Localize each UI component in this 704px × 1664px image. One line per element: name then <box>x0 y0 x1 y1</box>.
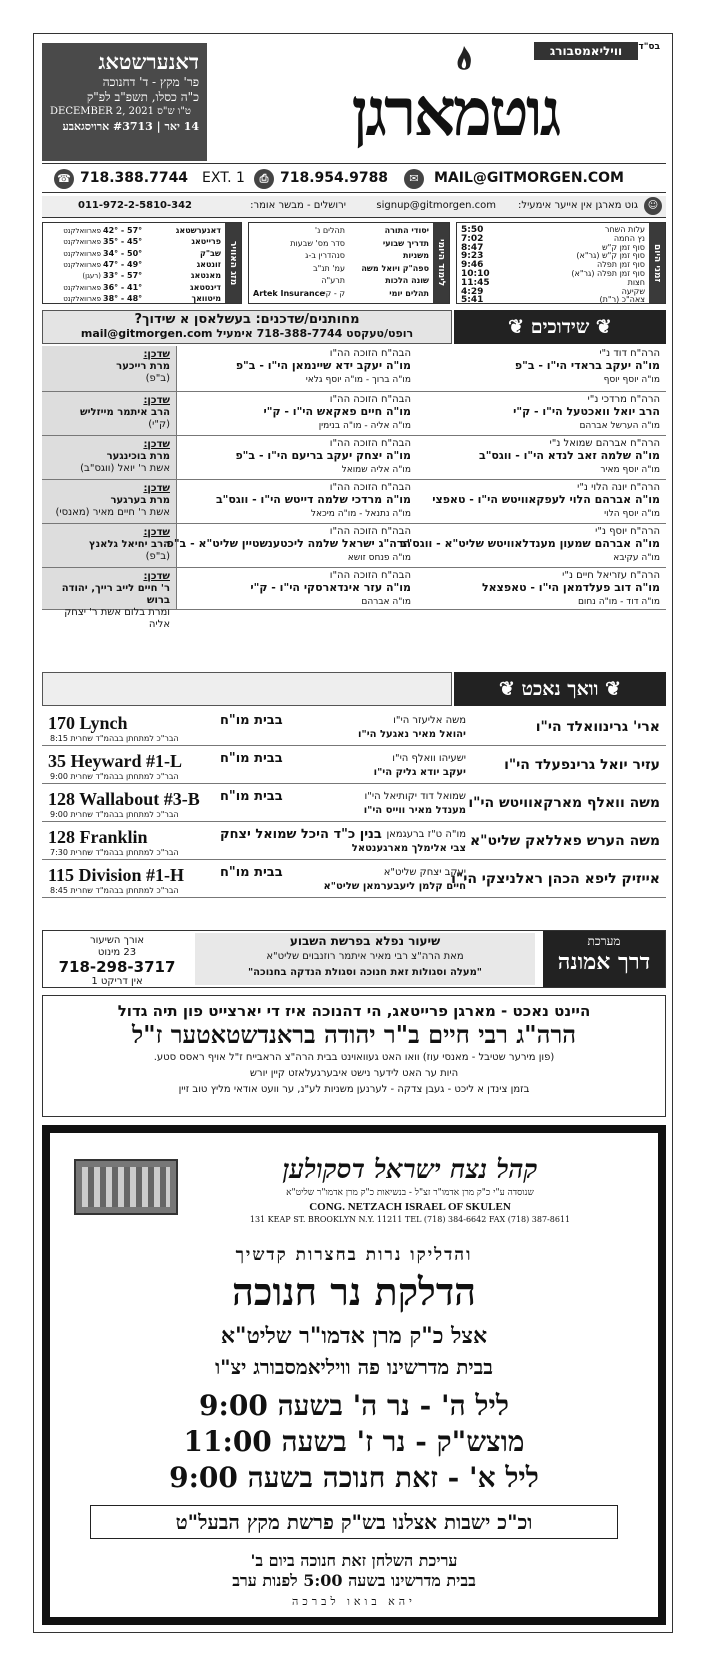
groom-gp: מו"ה עקיבא <box>613 553 660 563</box>
email-link[interactable]: MAIL@GITMORGEN.COM <box>434 170 624 186</box>
vachnacht-name: אייזיק ליפא הכהן ראלניצקי הי"ו <box>451 871 660 887</box>
shadchan-name: הרב איתמר מייזליש <box>80 407 170 418</box>
weather-temp: 42° - 57° <box>103 226 143 235</box>
bride-head: הבה"ח הזוכה הה"ו <box>329 394 411 405</box>
shiduchim-notice: מחותנים/שדכנים: בעשלאסן א שידוך? רופט/טעקסט 718-388-7744 אימעיל mail@gitmorgen.com <box>42 310 452 344</box>
ad-line-6: מוצש"ק - נר ז' בשעה 11:00 <box>183 1425 525 1458</box>
bride-gp: מו"ה פנחס זושא <box>347 553 411 563</box>
zman-time: 10:10 <box>461 269 490 279</box>
shiduch-row <box>42 480 666 524</box>
shiduch-row <box>42 568 666 630</box>
shadchan-box <box>42 436 177 479</box>
bride-father: מו"ה יעקב ידא שיינמאן הי"ו - ב"פ <box>235 359 411 372</box>
weather-day: דינסטאג <box>190 282 221 292</box>
vachnacht-row <box>42 748 666 784</box>
groom-head: הרה"ח עזריאל חיים נ"י <box>562 570 660 581</box>
yahrzeit-line-5: בזמן צינדן א ליכט - געבן צדקה - לערנען משניות לע"נ, ער וועט אודאי מליץ טוב זיין <box>178 1084 530 1095</box>
masthead <box>42 40 666 162</box>
bride-head: הבה"ח הזוכה הה"ו <box>329 482 411 493</box>
weather-temp: 47° - 49° <box>103 259 143 269</box>
vachnacht-time: 8:15 <box>50 734 68 743</box>
signup-text: גוט מארגן אין אייער אימעיל: <box>518 200 638 211</box>
hebrew-date: כ"ה כסלו, תשפ"ב לפ"ק <box>86 90 199 104</box>
skulen-ad <box>42 1125 666 1625</box>
limud-label: לימוד היומי <box>433 223 449 303</box>
vachnacht-time-line: הבר"כ למתחתן בבהמ"ד שחרית 8:15 <box>50 734 179 743</box>
vachnacht-father-in-law: חיים קלמן ליעבערמאן שליט"א <box>323 881 466 892</box>
vachnacht-time: 9:00 <box>50 772 68 781</box>
ad-line-10: בבית מדרשינו בשעה 5:00 לפנות ערב <box>232 1571 476 1590</box>
vachnacht-time-line: הבר"כ למתחתן בבהמ"ד שחרית 8:45 <box>50 886 179 895</box>
vachnacht-name: ארי' גרינוואלד הי"ו <box>535 719 660 735</box>
weather-cond: (רעגן) <box>82 272 101 281</box>
limud-name: תדריך שבועי <box>382 238 429 248</box>
limud-value: סדר מס' שבעות <box>290 238 345 248</box>
zman-name: חצות <box>627 277 645 287</box>
limud-name: יסודי התורה <box>384 226 429 235</box>
zmanim-box <box>456 222 666 304</box>
zman-time: 7:02 <box>461 233 484 244</box>
vachnacht-hall: בנין כ"ד היכל שמואל יצחק <box>220 827 382 842</box>
shadchan-name: מרת בערגער <box>110 495 170 506</box>
israel-label: ירושלים - מבשר אומר: <box>250 200 346 211</box>
limud-value: תהלים נ' <box>314 226 345 235</box>
limud-name: תהלים יומי <box>389 288 429 298</box>
groom-gp: מו"ה הערשל אברהם <box>579 421 660 431</box>
bsd-mark: בס"ד <box>638 42 660 52</box>
shadchan-box <box>42 524 177 567</box>
vachnacht-hall: בבית מו"ח <box>220 865 283 880</box>
person-icon: ☺ <box>644 197 662 215</box>
groom-father: מו"ה אברהם שמעון מענדלאוויטש שליט"א - ווגס"ב <box>399 537 660 550</box>
weather-cond: פארוואלקנט <box>63 294 101 303</box>
issue-year: 14 יאר | #3713 ארויסגאבע <box>62 120 199 133</box>
bride-father: מו"ה חיים פאקאש הי"ו - ק"י <box>263 405 411 418</box>
zman-time: 8:47 <box>461 242 484 253</box>
zman-name: סוף זמן ק"ש (גר"א) <box>576 251 645 261</box>
ad-line-11: יהא בואו לברכה <box>292 1595 416 1608</box>
phone-ext: EXT. 1 <box>202 170 245 186</box>
city-tab: וויליאמסבורג <box>534 42 638 60</box>
logo: גוטמארגן <box>351 73 559 151</box>
vachnacht-time: 8:45 <box>50 886 68 895</box>
bride-gp: מו"ה נתנאל - מו"ה מיכאל <box>310 509 411 519</box>
shadchan-note: (ב"פ) <box>145 551 170 562</box>
weather-temp: 34° - 50° <box>103 248 143 258</box>
shadchan-name: מרת רייכער <box>116 361 170 372</box>
groom-head: הרה"ח אברהם שמואל נ"י <box>549 438 660 449</box>
zmanim-label: זמני היום <box>649 223 665 303</box>
bride-gp: מו"ה אליה שמואל <box>341 465 411 475</box>
groom-head: הרה"ח יוסף נ"י <box>595 526 660 537</box>
shiduch-row <box>42 392 666 436</box>
ad-line-4: בבית מדרשינו פה וויליאמסבורג יצ"ו <box>215 1355 493 1379</box>
sponsor-logo: Artek Insurance <box>253 289 325 298</box>
weather-cond: פארוואלקנט <box>63 260 101 269</box>
bride-father: הרה"ג ישראל שלמה ליכטענשטיין שליט"א - ב"פ <box>166 537 411 550</box>
emuna-shiur: שיעור נפלא בפרשת השבוע מאת הרה"צ רבי מאיר איתמר רוזנבוים שליט"א "מעלה וסגולות זאת חנוכה וסגולת הנדקה בחנוכה" <box>195 933 535 985</box>
bride-gp: מו"ה אליה - מו"ה בנימין <box>318 421 411 431</box>
ad-sub: שנוסדה ע"י כ"ק מרן אדמו"ר זצ"ל - בנשיאות כ"ק מרן אדמו"ר שליט"א <box>286 1188 534 1198</box>
limud-value: תרע"ה <box>321 276 345 285</box>
groom-gp: מו"ה יוסף מאיר <box>600 465 660 475</box>
emuna-box <box>42 930 666 988</box>
bride-father: מו"ה עזר אינדארסקי הי"ו - ק"י <box>250 581 411 594</box>
yahrzeit-line-1: היינט נאכט - מארגן פרייטאג, הי דהנוכה איז די יארצייט פון תיה גדול <box>117 1002 591 1020</box>
emuna-org: מערכת דרך אמונה <box>543 931 665 987</box>
vachnacht-name: עזיר יואל גרינפעלד הי"ו <box>504 757 660 773</box>
bride-head: הבה"ח הזוכה הה"ו <box>329 570 411 581</box>
zman-name: סוף זמן תפלה (גר"א) <box>571 269 645 278</box>
groom-gp: מו"ה יוסף יוסף <box>603 375 660 385</box>
phone-2[interactable]: 718.954.9788 <box>280 170 389 186</box>
zman-time: 9:46 <box>461 260 484 271</box>
zman-name: צאה"כ (ר"ת) <box>599 295 645 305</box>
vachnacht-title: ❦ וואך נאכט ❦ <box>454 672 666 706</box>
shadchan-label: שדכן: <box>143 349 170 360</box>
shadchan-note: אשת ר' חיים מאיר (מאנסי) <box>55 507 170 518</box>
groom-gp: מו"ה יוסף הלוי <box>604 509 660 519</box>
weather-day: דאנערשטאג <box>175 226 221 235</box>
vachnacht-father: מו"ה ט"ז ברעגמאן <box>386 829 466 840</box>
zman-name: שקיעה <box>621 286 645 296</box>
zman-name: נץ החמה <box>613 233 645 243</box>
shadchan-label: שדכן: <box>143 395 170 406</box>
vachnacht-father: יעקב יצחק שליט"א <box>383 867 466 878</box>
shadchan-note: ומרת בלום אשת ר' יצחק אליה <box>64 607 170 630</box>
ad-cong: CONG. NETZACH ISRAEL OF SKULEN <box>309 1201 511 1213</box>
weekday: דאנערשטאג <box>98 49 199 74</box>
ad-line-8: וכ"כ ישבות אצלנו בש"ק פרשת מקץ הבעל"ט <box>90 1505 618 1539</box>
vachnacht-address: 128 Wallabout #3-B <box>48 789 200 809</box>
vachnacht-row <box>42 862 666 898</box>
weather-day: מיטוואך <box>191 293 221 303</box>
zman-time: 5:41 <box>461 295 484 306</box>
bride-head: הבה"ח הזוכה הה"ו <box>329 348 411 359</box>
vachnacht-hall: בבית מו"ח <box>220 751 283 766</box>
emuna-phone[interactable]: 718-298-3717 <box>58 958 176 976</box>
mail-icon: ✉ <box>404 169 424 189</box>
limud-value: ק - קי <box>323 288 345 298</box>
shadchan-label: שדכן: <box>143 439 170 450</box>
weather-label: מזג האוויר <box>225 223 241 303</box>
shadchan-note: (ב"פ) <box>145 373 170 384</box>
limud-name: ספה"ק ויואל משה <box>361 263 429 273</box>
vachnacht-father: משה אליעזר הי"ו <box>393 715 466 726</box>
vachnacht-hall: בבית מו"ח <box>220 713 283 728</box>
bride-gp: מו"ה אברהם <box>361 597 411 607</box>
building-image <box>74 1159 178 1215</box>
signup-email[interactable]: signup@gitmorgen.com <box>376 200 496 211</box>
shadchan-box <box>42 392 177 435</box>
weather-temp: 36° - 41° <box>103 282 143 292</box>
vachnacht-address: 170 Lynch <box>48 713 128 733</box>
shiduch-row <box>42 524 666 568</box>
shadchan-name: הרב יחיאל גלאנץ <box>89 539 170 550</box>
limud-value: עמ' תנ"ב <box>313 263 345 273</box>
fax-icon: ⎙ <box>254 169 274 189</box>
shadchan-box <box>42 568 177 630</box>
ad-kehal: קהל נצח ישראל דסקולען <box>282 1155 538 1185</box>
groom-father: מו"ה דוב פעלדמאן הי"ו - טאפצאל <box>482 581 660 594</box>
shadchan-box <box>42 480 177 523</box>
bride-father: מו"ה מרדכי שלמה דייטש הי"ו - ווגס"ב <box>215 493 411 506</box>
zman-name: סוף זמן ק"ש <box>602 242 645 252</box>
vachnacht-time: 7:30 <box>50 848 68 857</box>
yahrzeit-line-4: היות ער האט לידער נישט איבערגעלאזט קיין יורש <box>249 1068 459 1079</box>
weather-day: פרייטאג <box>191 237 221 247</box>
signup-line <box>42 196 666 218</box>
groom-father: הרב יואל וואכטעל הי"ו - ק"י <box>513 405 660 418</box>
weather-day: שב"ק <box>199 248 221 258</box>
vachnacht-father-in-law: יהואל מאיר נאגעל הי"ו <box>358 729 466 740</box>
shadchan-box <box>42 346 177 391</box>
vachnacht-name: משה וואלף מארקאוויטש הי"ו <box>468 795 660 811</box>
zman-time: 11:45 <box>461 277 490 288</box>
ad-line-9: עריכת השלחן זאת חנוכה ביום ב' <box>250 1551 458 1570</box>
groom-father: מו"ה שלמה זאב לנדא הי"ו - ווגס"ב <box>478 449 660 462</box>
vachnacht-father-in-law: מענדל מאיר ווייס הי"ו <box>363 805 466 816</box>
ad-line-2: הדלקת נר חנוכה <box>232 1269 476 1314</box>
ad-address: 131 KEAP ST. BROOKLYN N.Y. 11211 TEL (718) 384-6642 FAX (718) 387-8611 <box>249 1215 571 1224</box>
zman-time: 4:29 <box>461 286 484 297</box>
yahrzeit-name: הרה"ג רבי חיים ב"ר יהודה בראנדשטאטער ז"ל <box>131 1020 577 1049</box>
bride-father: מו"ה יצחק יעקב בריעם הי"ו - ב"פ <box>235 449 411 462</box>
vachnacht-row <box>42 786 666 822</box>
groom-head: הרה"ח מרדכי נ"י <box>587 394 660 405</box>
weather-box <box>42 222 242 304</box>
english-date: DECEMBER 2, 2021 ט"ו ש"ס <box>50 106 191 117</box>
groom-head: הרה"ח דוד נ"י <box>599 348 660 359</box>
shiduch-row <box>42 436 666 480</box>
weather-temp: 33° - 57° <box>103 271 143 281</box>
date-box <box>42 43 207 161</box>
shadchan-label: שדכן: <box>143 571 170 582</box>
emuna-phone-box: אורך השיעור 23 מינוט 718-298-3717 אין דריקט 1 <box>43 931 191 987</box>
shadchan-label: שדכן: <box>143 483 170 494</box>
bride-head: הבה"ח הזוכה הה"ו <box>329 438 411 449</box>
limud-name: משניות <box>402 251 429 260</box>
bride-head: הבה"ח הזוכה הה"ו <box>329 526 411 537</box>
groom-head: הרה"ח יונה הלוי נ"י <box>577 482 660 493</box>
vachnacht-address: 35 Heyward #1-L <box>48 751 182 771</box>
yahrzeit-box <box>42 995 666 1117</box>
weather-cond: פארוואלקנט <box>63 238 101 247</box>
vachnacht-row <box>42 824 666 860</box>
ad-line-7: ליל א' - זאת חנוכה בשעה 9:00 <box>169 1461 539 1494</box>
shadchan-note: (ק"י) <box>148 419 170 430</box>
shadchan-name: ר' חיים לייב רייך, יהודה ברוש <box>61 583 170 606</box>
groom-father: מו"ה אברהם הלוי לעפקאוויטש הי"ו - טאפצי <box>432 493 660 506</box>
limud-box <box>248 222 450 304</box>
vachnacht-row <box>42 710 666 746</box>
contact-bar <box>42 163 666 193</box>
vachnacht-time: 9:00 <box>50 810 68 819</box>
yahrzeit-line-3: (פון מירער שטיבל - מאנסי עוז) וואו האט געוואוינט בבית הרה"צ הראבייח ז"ל אויף ראסס סטע. <box>153 1052 555 1063</box>
vachnacht-time-line: הבר"כ למתחתן בבהמ"ד שחרית 7:30 <box>50 848 179 857</box>
parsha: פר' מקץ - ד' דחנוכה <box>102 75 199 89</box>
weather-temp: 35° - 45° <box>103 237 143 247</box>
phone-icon: ☎ <box>54 169 74 189</box>
weather-cond: פארוואלקנט <box>63 249 101 258</box>
phone-1[interactable]: 718.388.7744 <box>80 170 189 186</box>
weather-cond: פארוואלקנט <box>63 283 101 292</box>
vachnacht-time-line: הבר"כ למתחתן בבהמ"ד שחרית 9:00 <box>50 810 179 819</box>
limud-value: סנהדרין ב-ג <box>305 251 345 260</box>
vachnacht-father-in-law: יעקב יודא גליק הי"ו <box>373 767 466 778</box>
weather-temp: 38° - 48° <box>103 293 143 303</box>
shiduchim-title: ❦ שידוכים ❦ <box>454 310 666 344</box>
vachnacht-address: 128 Franklin <box>48 827 148 847</box>
weather-day: זונטאג <box>196 259 221 269</box>
shiduch-row <box>42 346 666 392</box>
vachnacht-father-in-law: צבי אלימלך מארגענטאל <box>351 843 466 854</box>
zman-name: עלות השחר <box>604 225 645 234</box>
vachnacht-name: משה הערש פאללאק שליט"א <box>469 833 660 849</box>
zman-time: 5:50 <box>461 225 484 235</box>
shadchan-note: אשת ר' יואל (ווגס"ב) <box>80 463 170 474</box>
ad-line-1: והדליקו נרות בחצרות קדשיך <box>235 1245 473 1265</box>
shadchan-label: שדכן: <box>143 527 170 538</box>
groom-father: מו"ה יעקב בראדי הי"ו - ב"פ <box>514 359 660 372</box>
bride-gp: מו"ה ברוך - מו"ה יוסף גלאי <box>305 375 411 385</box>
shadchan-name: מרת בוכינגער <box>106 451 170 462</box>
israel-phone: 011-972-2-5810-342 <box>78 200 193 211</box>
vachnacht-father: שמואל דוד יקותיאל הי"ו <box>364 791 466 802</box>
ad-line-3: אצל כ"ק מרן אדמו"ר שליט"א <box>220 1323 488 1349</box>
shiduchim-header <box>42 310 666 344</box>
weather-day: מאנטאג <box>190 271 221 281</box>
zman-name: סוף זמן תפלה <box>597 260 645 270</box>
vachnacht-address: 115 Division #1-H <box>48 865 185 885</box>
vachnacht-hall: בבית מו"ח <box>220 789 283 804</box>
weather-cond: פארוואלקנט <box>63 227 101 235</box>
vachnacht-father: ישעיהו וואלף הי"ו <box>392 753 466 764</box>
limud-name: שונה הלכות <box>385 276 429 285</box>
ad-inner <box>50 1133 658 1617</box>
vachnacht-time-line: הבר"כ למתחתן בבהמ"ד שחרית 9:00 <box>50 772 179 781</box>
ad-line-5: ליל ה' - נר ה' בשעה 9:00 <box>199 1389 509 1422</box>
groom-gp: מו"ה דוד - מו"ה נחום <box>577 597 660 607</box>
vachnacht-header <box>42 672 666 706</box>
vachnacht-bar <box>42 672 452 706</box>
zman-time: 9:23 <box>461 251 484 262</box>
